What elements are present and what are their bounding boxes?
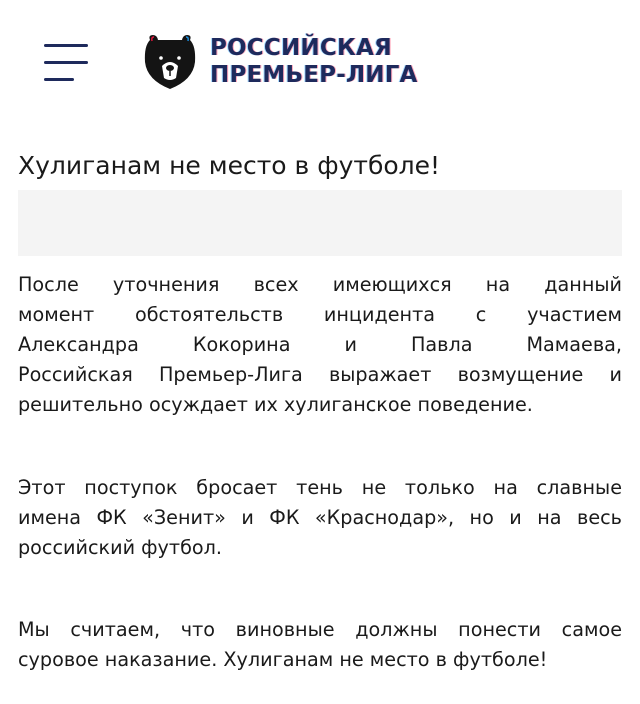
- menu-button[interactable]: [44, 44, 88, 82]
- media-placeholder: [18, 190, 622, 256]
- bear-shield-icon: [140, 32, 200, 92]
- paragraph-line: момент обстоятельств инцидента с участием: [18, 303, 622, 326]
- paragraph-line: Александра Кокорина и Павла Мамаева,: [18, 333, 622, 356]
- paragraph-line: имена ФК «Зенит» и ФК «Краснодар», но и на весь: [18, 506, 622, 529]
- paragraph-line: Российская Премьер-Лига выражает возмущение и: [18, 363, 622, 386]
- article-title: Хулиганам не место в футболе!: [18, 151, 441, 180]
- article-paragraph-2: [18, 473, 622, 563]
- paragraph-line: российский футбол.: [18, 536, 223, 559]
- article-paragraph-1: [18, 270, 622, 420]
- rpl-logo[interactable]: [140, 30, 418, 94]
- menu-line: [44, 78, 74, 81]
- paragraph-line: суровое наказание. Хулиганам не место в футболе!: [18, 648, 548, 671]
- site-header: [0, 0, 640, 120]
- article-paragraph-3: [18, 615, 622, 675]
- paragraph-line: Мы считаем, что виновные должны понести самое: [18, 618, 622, 641]
- menu-line: [44, 44, 88, 47]
- logo-line-1: РОССИЙСКАЯ: [210, 35, 392, 61]
- paragraph-line: Этот поступок бросает тень не только на славные: [18, 476, 622, 499]
- logo-line-2: ПРЕМЬЕР-ЛИГА: [210, 62, 418, 88]
- logo-wordmark: [210, 35, 418, 89]
- paragraph-line: решительно осуждает их хулиганское поведение.: [18, 393, 533, 416]
- menu-line: [44, 61, 88, 64]
- paragraph-line: После уточнения всех имеющихся на данный: [18, 273, 622, 296]
